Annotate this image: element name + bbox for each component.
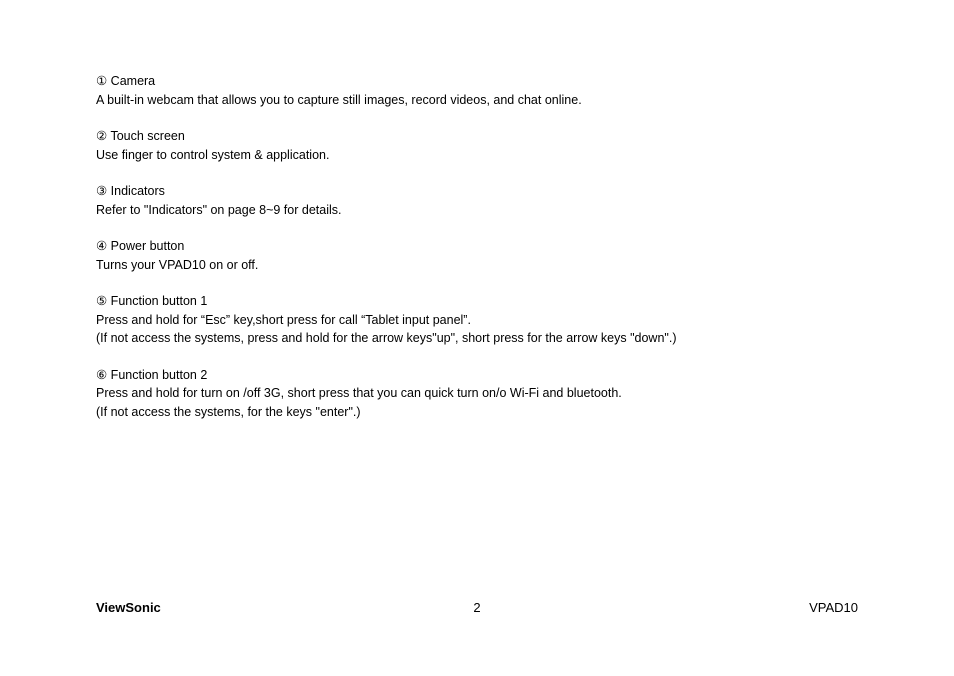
section-description: Press and hold for turn on /off 3G, short press that you can quick turn on/o Wi-Fi and bluetooth. <box>96 386 622 400</box>
section-heading: ② Touch screen <box>96 129 185 143</box>
section-description: Turns your VPAD10 on or off. <box>96 257 259 272</box>
footer-page-number: 2 <box>473 600 481 615</box>
section-description: A built-in webcam that allows you to capture still images, record videos, and chat online. <box>96 92 582 107</box>
section-description: Refer to "Indicators" on page 8~9 for details. <box>96 202 342 217</box>
document-body <box>96 72 896 439</box>
section-heading: ① Camera <box>96 74 156 88</box>
section-heading: ⑤ Function button 1 <box>96 294 208 308</box>
section-description: (If not access the systems, for the keys "enter".) <box>96 404 361 419</box>
section-heading: ④ Power button <box>96 239 185 253</box>
section-touch-screen <box>96 127 896 164</box>
section-power-button <box>96 237 896 274</box>
section-function-button-1 <box>96 292 896 348</box>
section-indicators <box>96 182 896 219</box>
section-description: (If not access the systems, press and hold for the arrow keys"up", short press for the arrow keys "down".) <box>96 331 677 345</box>
section-heading: ③ Indicators <box>96 184 165 198</box>
section-description: Use finger to control system & application. <box>96 147 330 162</box>
footer-brand: ViewSonic <box>96 600 161 615</box>
section-heading: ⑥ Function button 2 <box>96 367 208 382</box>
section-description: Press and hold for “Esc” key,short press for call “Tablet input panel”. <box>96 312 471 327</box>
page-footer <box>96 600 858 618</box>
section-function-button-2 <box>96 366 896 422</box>
footer-model: VPAD10 <box>809 600 858 615</box>
section-camera <box>96 72 896 109</box>
